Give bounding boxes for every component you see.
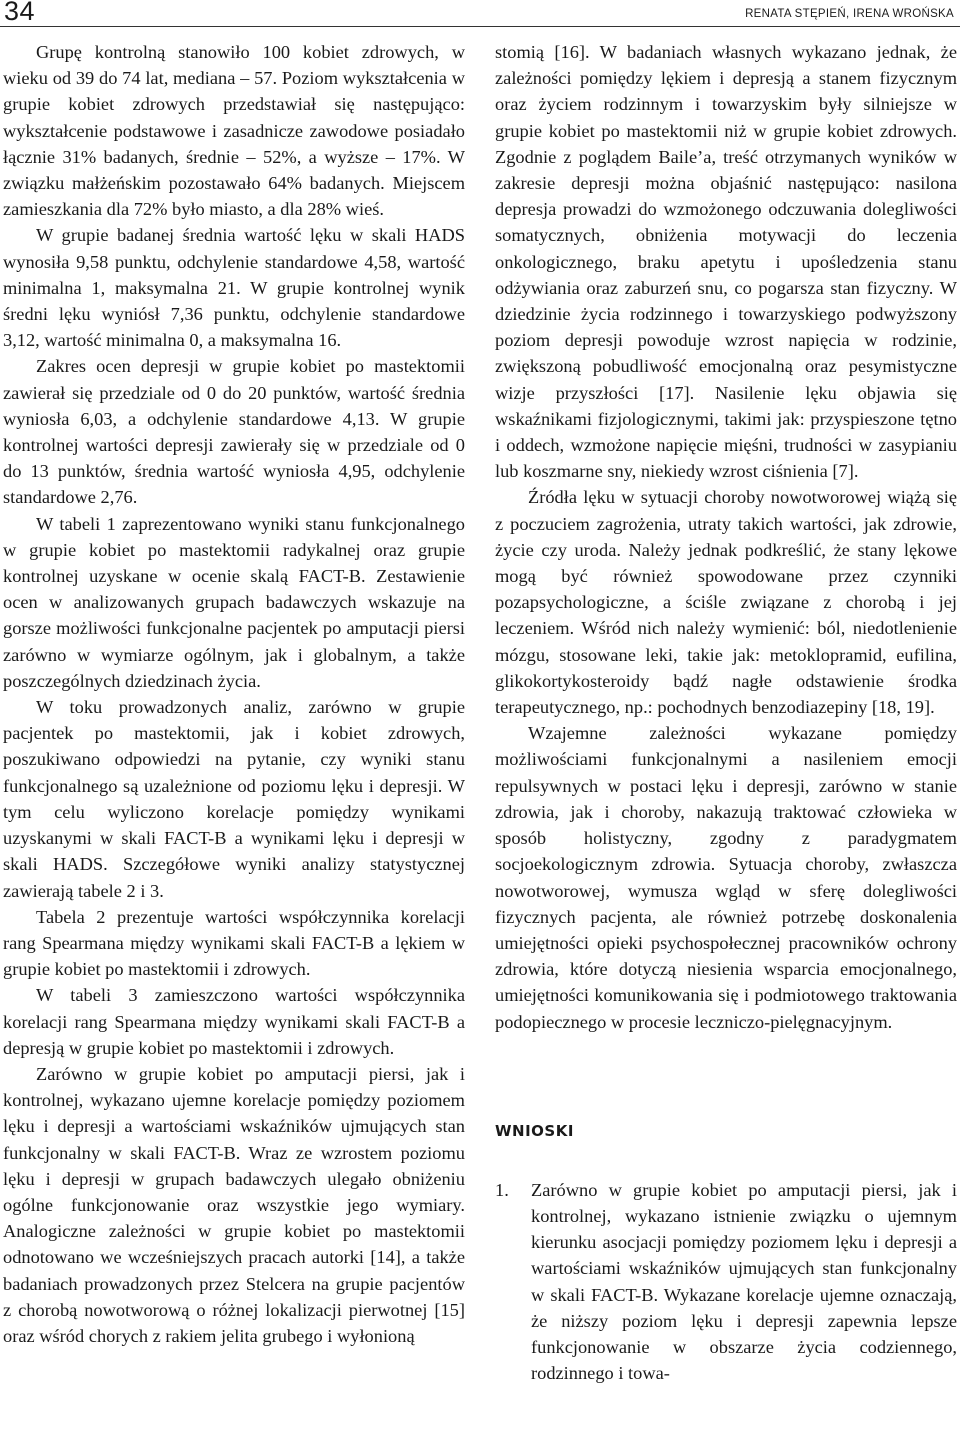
paragraph-holistic-approach: Wzajemne zależności wykazane pomiędzy możliwościami funkcjonalnymi a nasileniem emocji repulsywnych w postaci lęku i depresji, zarówno w stanie zdrowia, jak i choroby, nakazują traktować człowieka w sposób holistyczny, zgodny z paradygmatem socjoekologicznym zdrowia. Sytuacja choroby, zwłaszcza nowotworowej, wymusza wgląd w sferę dolegliwości fizycznych pacjenta, ale również potrzebę doskonalenia umiejętności opieki psychospołecznej pracowników ochrony zdrowia, które dotyczą niesienia wsparcia emocjonalnego, umiejętności komunikowania się i podmiotowego traktowania podopiecznego w procesie leczniczo-pielęgnacyjnym.	[495, 723, 957, 1032]
left-column	[3, 39, 465, 1451]
paragraph-continuation: stomią [16]. W badaniach własnych wykazano jednak, że zależności pomiędzy lękiem i depresją a stanem fizycznym oraz życiem rodzinnym i towarzyskim były silniejsze w grupie kobiet po mastektomii niż w grupie kobiet zdrowych. Zgodnie z poglądem Baile’a, treść otrzymanych wyników w zakresie depresji można objaśnić następująco: nasilona depresja prowadzi do wzmożonego odczuwania dolegliwości somatycznych, obniżenia motywacji do leczenia onkologicznego, braku apetytu i upośledzenia stanu odżywiania oraz zaburzeń snu, co pogarsza stan fizyczny. W dziedzinie życia rodzinnego i towarzyskiego podwyższony poziom depresji powoduje wzrost napięcia w rodzinie, zwiększoną pobudliwość emocjonalną oraz pesymistyczne wizje przyszłości [17]. Nasilenie lęku objawia się wskaźnikami fizjologicznymi, takimi jak: przyspieszone tętno i oddech, wzmożone napięcie mięśni, trudności w zasypianiu lub koszmarne sny, niekiedy wzrost ciśnienia [7].	[495, 42, 957, 482]
paragraph-anxiety-sources: Źródła lęku w sytuacji choroby nowotworowej wiążą się z poczuciem zagrożenia, utraty takich wartości, jak zdrowie, życie czy uroda. Należy jednak podkreślić, że stany lękowe mogą być również spowodowane przez czynniki pozapsychologiczne, a ściśle związane z chorobą i jej leczeniem. Wśród nich należy wymienić: ból, niedotlenienie mózgu, stosowane leki, takie jak: metoklopramid, eufilina, glikokortykosteroidy bądź nagłe odstawienie środka terapeutycznego, np.: pochodnych benzodiazepiny [18, 19].	[495, 487, 957, 718]
header-divider	[0, 26, 960, 27]
right-column	[495, 39, 957, 1451]
conclusion-text: Zarówno w grupie kobiet po amputacji piersi, jak i kontrolnej, wykazano istnienie związku o ujemnym kierunku asocjacji pomiędzy poziomem lęku i depresji a wartościami wskaźników ujmujących stan funkcjonalny w skali FACT-B. Wykazane korelacje ujemne oznaczają, że niższy poziom lęku i depresji zapewnia lepsze funkcjonowanie w obszarze życia codziennego, rodzinnego i towa-	[531, 1179, 957, 1384]
paragraph-depression-results: Zakres ocen depresji w grupie kobiet po mastektomii zawierał się przedziale od 0 do 20 punktów, wartość średnia wyniosła 6,03, a odchylenie standardowe 4,13. W grupie kontrolnej wartości depresji zawierały się w przedziale od 0 do 13 punktów, średnia wartość wyniosła 4,95, odchylenie standardowe 2,76.	[3, 356, 465, 508]
conclusions-list	[495, 1177, 957, 1387]
paragraph-table-3: W tabeli 3 zamieszczono wartości współczynnika korelacji rang Spearmana między wynikami skali FACT-B a depresją w grupie kobiet po mastektomii i zdrowych.	[3, 985, 465, 1058]
paragraph-table-2: Tabela 2 prezentuje wartości współczynnika korelacji rang Spearmana między wynikami skali FACT-B a lękiem w grupie kobiet po mastektomii i zdrowych.	[3, 906, 465, 980]
running-head-authors: RENATA STĘPIEŃ, IRENA WROŃSKA	[745, 8, 954, 20]
paragraph-table-1: W tabeli 1 zaprezentowano wyniki stanu funkcjonalnego w grupie kobiet po mastektomii radykalnej oraz grupie kontrolnej uzyskane w ocenie skalą FACT-B. Zestawienie ocen w analizowanych grupach badawczych wskazuje na gorsze możliwości funkcjonalne pacjentek po amputacji piersi zarówno w wymiarze ogólnym, jak i globalnym, a także poszczególnych dziedzinach życia.	[3, 513, 465, 691]
conclusions-heading: WNIOSKI	[495, 1121, 574, 1140]
page-number: 34	[4, 0, 36, 26]
paragraph-control-group: Grupę kontrolną stanowiło 100 kobiet zdrowych, w wieku od 39 do 74 lat, mediana – 57. Poziom wykształcenia w grupie kobiet zdrowych przedstawiał się następująco: wykształcenie podstawowe i zasadnicze zawodowe posiadało łącznie 31% badanych, średnie – 52%, a wyższe – 17%. W związku małżeńskim pozostawało 64% badanych. Miejscem zamieszkania dla 72% było miasto, a dla 28% wieś.	[3, 42, 465, 220]
conclusion-number: 1.	[495, 1179, 509, 1200]
paragraph-negative-correlations: Zarówno w grupie kobiet po amputacji piersi, jak i kontrolnej, wykazano ujemne korelacje pomiędzy poziomem lęku i depresji a wartościami wskaźników ujmujących stan funkcjonalny w skali FACT-B. Wraz ze wzrostem poziomu lęku i depresji w grupach badawczych ulegało obniżeniu ogólne funkcjonowanie oraz wszystkie jego wymiary. Analogiczne zależności w grupie kobiet po mastektomii odnotowano we wcześniejszych pracach autorki [14], a także badaniach prowadzonych przez Stelcera na grupie pacjentów z chorobą nowotworową o różnej lokalizacji pierwotnej [15] oraz wśród chorych z rakiem jelita grubego i wyłonioną	[3, 1063, 465, 1346]
paragraph-correlation-analysis: W toku prowadzonych analiz, zarówno w grupie pacjentek po mastektomii, jak i kobiet zdrowych, poszukiwano odpowiedzi na pytanie, czy wyniki stanu funkcjonalnego są uzależnione od poziomu lęku i depresji. W tym celu wyliczono korelacje pomiędzy wynikami uzyskanymi w skali FACT-B a wynikami lęku i depresji w skali HADS. Szczegółowe wyniki analizy statystycznej zawierają tabele 2 i 3.	[3, 697, 465, 901]
conclusion-item	[495, 1177, 957, 1387]
paragraph-anxiety-results: W grupie badanej średnia wartość lęku w skali HADS wynosiła 9,58 punktu, odchylenie standardowe 4,58, wartość minimalna 1, maksymalna 21. W grupie kontrolnej wynik średni lęku wyniósł 7,36 punktu, odchylenie standardowe 3,12, wartość minimalna 0, a maksymalna 16.	[3, 225, 465, 351]
